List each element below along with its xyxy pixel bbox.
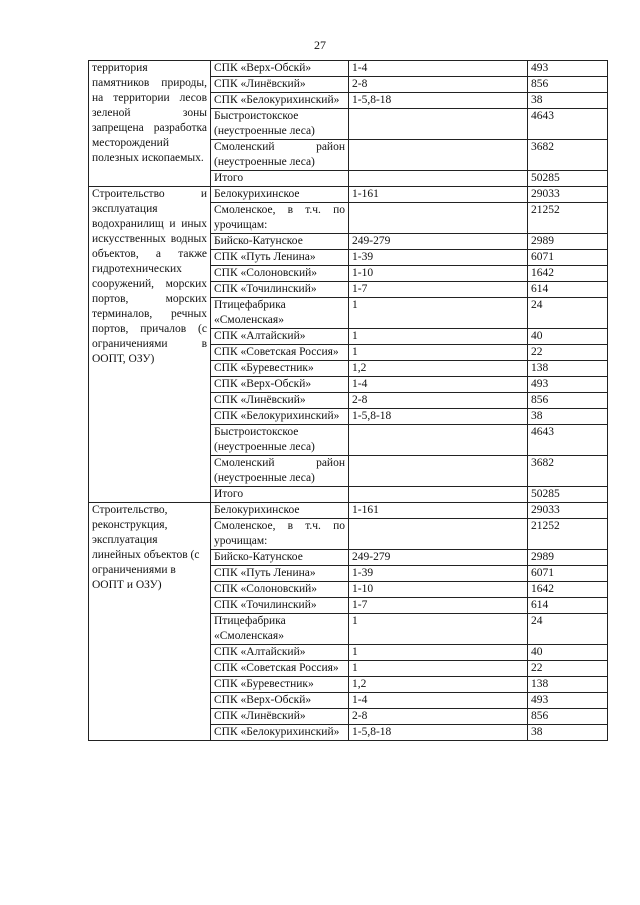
site-name-cell: СПК «Линёвский» — [211, 393, 349, 409]
site-name-cell: СПК «Линёвский» — [211, 77, 349, 93]
site-name-cell: Бийско-Катунское — [211, 234, 349, 250]
area-value-cell: 1642 — [528, 582, 608, 598]
area-value-cell: 614 — [528, 282, 608, 298]
parts-cell — [349, 425, 528, 456]
area-value-cell: 138 — [528, 677, 608, 693]
area-value-cell: 3682 — [528, 456, 608, 487]
parts-cell: 1-4 — [349, 61, 528, 77]
site-name-cell: СПК «Путь Ленина» — [211, 566, 349, 582]
parts-cell: 1-161 — [349, 187, 528, 203]
parts-cell: 2-8 — [349, 709, 528, 725]
parts-cell: 2-8 — [349, 393, 528, 409]
parts-cell — [349, 203, 528, 234]
table-row — [89, 61, 608, 77]
parts-cell: 1-4 — [349, 377, 528, 393]
parts-cell — [349, 109, 528, 140]
site-name-cell: СПК «Советская Россия» — [211, 661, 349, 677]
area-value-cell: 6071 — [528, 250, 608, 266]
area-value-cell: 1642 — [528, 266, 608, 282]
area-value-cell: 29033 — [528, 503, 608, 519]
site-name-cell: СПК «Солоновский» — [211, 266, 349, 282]
site-name-cell: Белокурихинское — [211, 503, 349, 519]
area-value-cell: 22 — [528, 661, 608, 677]
site-name-cell: СПК «Буревестник» — [211, 677, 349, 693]
parts-cell: 1-5,8-18 — [349, 409, 528, 425]
site-name-cell: Быстроистокское (неустроенные леса) — [211, 109, 349, 140]
site-name-cell: Итого — [211, 171, 349, 187]
parts-cell — [349, 519, 528, 550]
parts-cell: 249-279 — [349, 550, 528, 566]
site-name-cell: СПК «Путь Ленина» — [211, 250, 349, 266]
area-value-cell: 38 — [528, 409, 608, 425]
site-name-cell: Смоленский район (неустроенные леса) — [211, 140, 349, 171]
site-name-cell: СПК «Верх-Обскй» — [211, 377, 349, 393]
parts-cell: 1 — [349, 298, 528, 329]
area-value-cell: 856 — [528, 709, 608, 725]
parts-cell: 1 — [349, 329, 528, 345]
site-name-cell: СПК «Точилинский» — [211, 282, 349, 298]
site-name-cell: СПК «Алтайский» — [211, 329, 349, 345]
parts-cell — [349, 171, 528, 187]
site-name-cell: Бийско-Катунское — [211, 550, 349, 566]
area-value-cell: 22 — [528, 345, 608, 361]
parts-cell: 1-39 — [349, 250, 528, 266]
area-value-cell: 40 — [528, 329, 608, 345]
area-value-cell: 2989 — [528, 550, 608, 566]
parts-cell: 1-5,8-18 — [349, 93, 528, 109]
parts-cell: 1-10 — [349, 582, 528, 598]
site-name-cell: СПК «Солоновский» — [211, 582, 349, 598]
parts-cell: 1-10 — [349, 266, 528, 282]
area-value-cell: 3682 — [528, 140, 608, 171]
area-value-cell: 2989 — [528, 234, 608, 250]
site-name-cell: Смоленское, в т.ч. по урочищам: — [211, 203, 349, 234]
area-value-cell: 138 — [528, 361, 608, 377]
area-value-cell: 38 — [528, 725, 608, 741]
area-value-cell: 40 — [528, 645, 608, 661]
area-value-cell: 614 — [528, 598, 608, 614]
parts-cell: 1,2 — [349, 677, 528, 693]
site-name-cell: СПК «Алтайский» — [211, 645, 349, 661]
site-name-cell: СПК «Верх-Обскй» — [211, 693, 349, 709]
parts-cell: 1 — [349, 614, 528, 645]
parts-cell: 1,2 — [349, 361, 528, 377]
site-name-cell: Птицефабрика «Смоленская» — [211, 614, 349, 645]
area-value-cell: 493 — [528, 693, 608, 709]
site-name-cell: Смоленское, в т.ч. по урочищам: — [211, 519, 349, 550]
site-name-cell: Быстроистокское (неустроенные леса) — [211, 425, 349, 456]
parts-cell: 1-5,8-18 — [349, 725, 528, 741]
parts-cell: 249-279 — [349, 234, 528, 250]
table-body — [89, 61, 608, 741]
area-value-cell: 856 — [528, 77, 608, 93]
area-value-cell: 493 — [528, 377, 608, 393]
site-name-cell: СПК «Точилинский» — [211, 598, 349, 614]
parts-cell: 1 — [349, 645, 528, 661]
table-row — [89, 187, 608, 203]
parts-cell — [349, 456, 528, 487]
forest-zones-table — [88, 60, 608, 741]
site-name-cell: СПК «Советская Россия» — [211, 345, 349, 361]
site-name-cell: СПК «Линёвский» — [211, 709, 349, 725]
site-name-cell: СПК «Белокурихинский» — [211, 725, 349, 741]
area-value-cell: 856 — [528, 393, 608, 409]
area-value-cell: 6071 — [528, 566, 608, 582]
site-name-cell: СПК «Буревестник» — [211, 361, 349, 377]
page-number: 27 — [314, 38, 326, 52]
area-value-cell: 24 — [528, 298, 608, 329]
parts-cell: 1 — [349, 345, 528, 361]
parts-cell: 1 — [349, 661, 528, 677]
site-name-cell: СПК «Белокурихинский» — [211, 93, 349, 109]
parts-cell — [349, 140, 528, 171]
parts-cell: 1-7 — [349, 598, 528, 614]
site-name-cell: СПК «Верх-Обскй» — [211, 61, 349, 77]
parts-cell: 2-8 — [349, 77, 528, 93]
area-value-cell: 50285 — [528, 487, 608, 503]
table-row — [89, 503, 608, 519]
parts-cell: 1-161 — [349, 503, 528, 519]
section-description: Строительство и эксплуатация водохранилищ и иных искусственных водных объектов, а также гидротехнических сооружений, морских портов, морских терминалов, речных портов, причалов (с ограничениями в ООПТ, ОЗУ) — [89, 187, 211, 503]
site-name-cell: СПК «Белокурихинский» — [211, 409, 349, 425]
area-value-cell: 50285 — [528, 171, 608, 187]
area-value-cell: 4643 — [528, 109, 608, 140]
site-name-cell: Итого — [211, 487, 349, 503]
site-name-cell: Белокурихинское — [211, 187, 349, 203]
parts-cell — [349, 487, 528, 503]
parts-cell: 1-39 — [349, 566, 528, 582]
area-value-cell: 24 — [528, 614, 608, 645]
parts-cell: 1-7 — [349, 282, 528, 298]
area-value-cell: 29033 — [528, 187, 608, 203]
area-value-cell: 38 — [528, 93, 608, 109]
area-value-cell: 21252 — [528, 203, 608, 234]
section-description: Строительство, реконструкция, эксплуатация линейных объектов (с ограничениями в ООПТ и ОЗУ) — [89, 503, 211, 741]
site-name-cell: Птицефабрика «Смоленская» — [211, 298, 349, 329]
area-value-cell: 4643 — [528, 425, 608, 456]
area-value-cell: 21252 — [528, 519, 608, 550]
site-name-cell: Смоленский район (неустроенные леса) — [211, 456, 349, 487]
parts-cell: 1-4 — [349, 693, 528, 709]
area-value-cell: 493 — [528, 61, 608, 77]
section-description: территория памятников природы, на территории лесов зеленой зоны запрещена разработка месторождений полезных ископаемых. — [89, 61, 211, 187]
